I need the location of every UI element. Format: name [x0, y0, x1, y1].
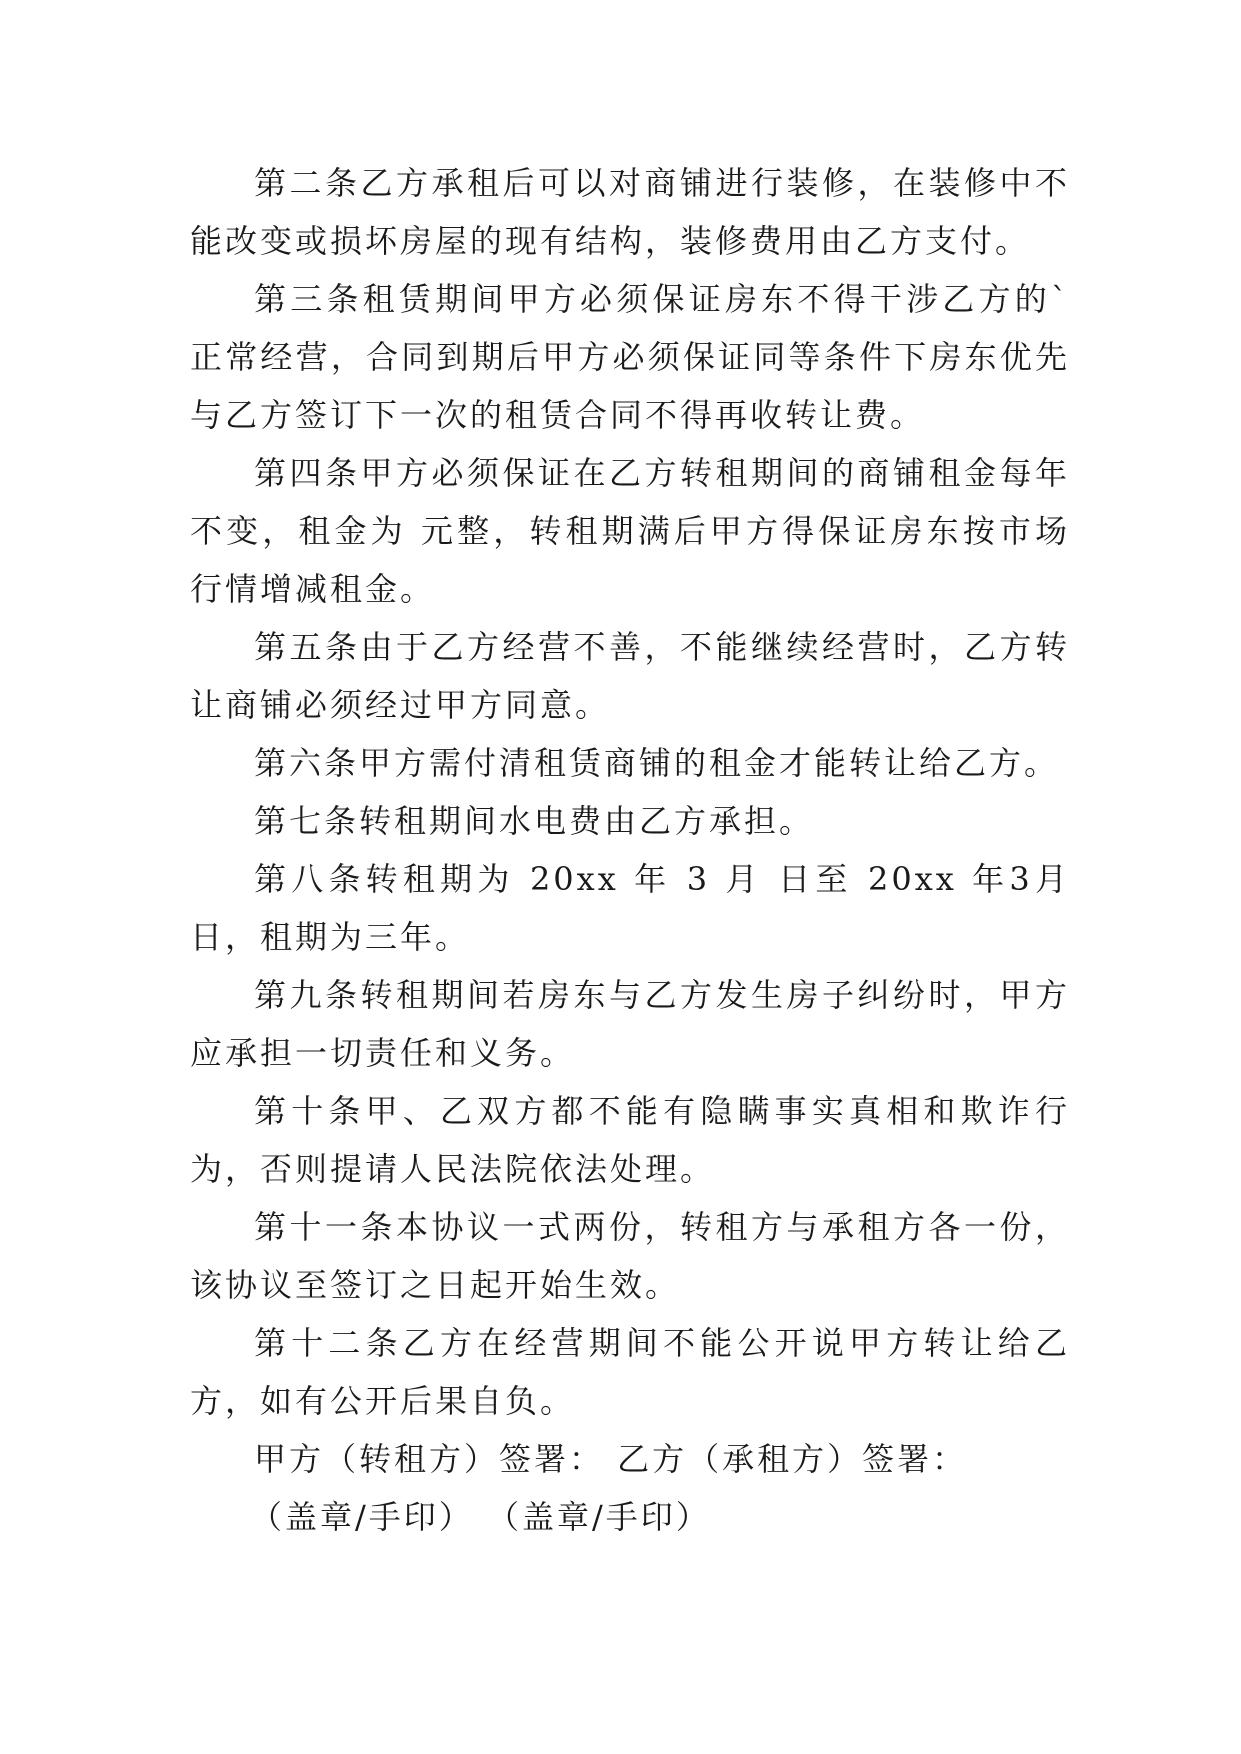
clause-6: 第六条甲方需付清租赁商铺的租金才能转让给乙方。 — [254, 744, 1060, 782]
clause-9: 第九条转租期间若房东与乙方发生房子纠纷时，甲方应承担一切责任和义务。 — [190, 976, 1070, 1072]
clause-12: 第十二条乙方在经营期间不能公开说甲方转让给乙方，如有公开后果自负。 — [190, 1324, 1070, 1420]
clause-2: 第二条乙方承租后可以对商铺进行装修，在装修中不能改变或损坏房屋的现有结构，装修费用由乙方支付。 — [190, 164, 1070, 260]
clause-7: 第七条转租期间水电费由乙方承担。 — [254, 802, 815, 840]
clause-10: 第十条甲、乙双方都不能有隐瞒事实真相和欺诈行为，否则提请人民法院依法处理。 — [190, 1092, 1070, 1188]
clause-4: 第四条甲方必须保证在乙方转租期间的商铺租金每年不变，租金为 元整，转租期满后甲方得保证房东按市场行情增减租金。 — [190, 454, 1070, 608]
clause-3: 第三条租赁期间甲方必须保证房东不得干涉乙方的`正常经营，合同到期后甲方必须保证同等条件下房东优先与乙方签订下一次的租赁合同不得再收转让费。 — [190, 280, 1070, 434]
clause-5: 第五条由于乙方经营不善，不能继续经营时，乙方转让商铺必须经过甲方同意。 — [190, 628, 1070, 724]
signature-line: 甲方（转租方）签署： 乙方（承租方）签署： — [254, 1440, 968, 1478]
seal-line: （盖章/手印） （盖章/手印） — [250, 1498, 711, 1536]
clause-8: 第八条转租期为 20xx 年 3 月 日至 20xx 年3月 日，租期为三年。 — [190, 860, 1070, 956]
clause-11: 第十一条本协议一式两份，转租方与承租方各一份，该协议至签订之日起开始生效。 — [190, 1208, 1070, 1304]
document-body — [190, 154, 1070, 1546]
